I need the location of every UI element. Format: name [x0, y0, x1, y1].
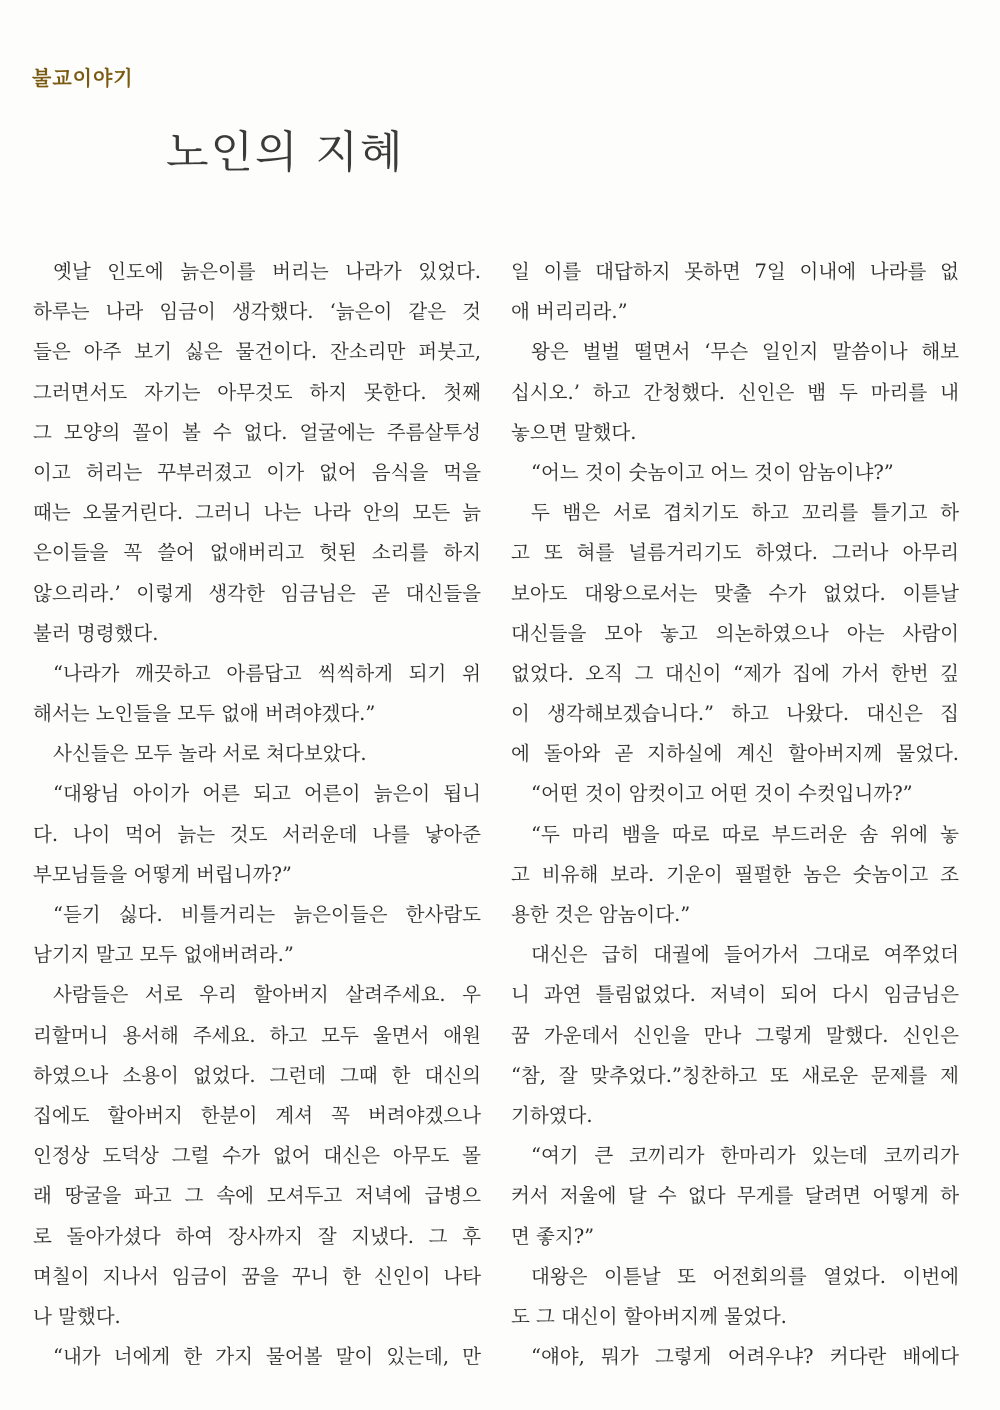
text-line: “대왕님 아이가 어른 되고 어른이 늙은이 됩니 — [53, 782, 481, 806]
text-line: 다. 나이 먹어 늙는 것도 서러운데 나를 낳아준 — [33, 822, 481, 846]
text-line: “여기 큰 코끼리가 한마리가 있는데 코끼리가 — [531, 1144, 959, 1168]
text-line: “얘야, 뭐가 그렇게 어려우냐? 커다란 배에다 — [531, 1345, 959, 1369]
text-line: 대신들을 모아 놓고 의논하였으나 아는 사람이 — [511, 621, 959, 645]
text-line: 않으리라.’ 이렇게 생각한 임금님은 곧 대신들을 — [33, 581, 481, 605]
text-line: 놓으면 말했다. — [511, 420, 637, 444]
text-line: 일 이를 대답하지 못하면 7일 이내에 나라를 없 — [511, 260, 959, 283]
text-line: “내가 너에게 한 가지 물어볼 말이 있는데, 만 — [53, 1345, 481, 1369]
text-line: 집에도 할아버지 한분이 계셔 꼭 버려야겠으나 — [33, 1103, 481, 1127]
article-title: 노인의 지혜 — [166, 127, 405, 178]
text-line: 이고 허리는 꾸부러졌고 이가 없어 음식을 먹을 — [33, 460, 481, 484]
text-line: 이 생각해보겠습니다.” 하고 나왔다. 대신은 집 — [511, 702, 959, 726]
text-line: 십시오.’ 하고 간청했다. 신인은 뱀 두 마리를 내 — [511, 380, 959, 404]
text-line: 애 버리리라.” — [511, 300, 628, 324]
text-line: 리할머니 용서해 주세요. 하고 모두 울면서 애원 — [33, 1023, 481, 1047]
text-line: 커서 저울에 달 수 없다 무게를 달려면 어떻게 하 — [511, 1184, 959, 1208]
text-line: 해서는 노인들을 모두 없애 버려야겠다.” — [33, 702, 376, 726]
text-line: 나 말했다. — [33, 1304, 121, 1328]
text-line: 며칠이 지나서 임금이 꿈을 꾸니 한 신인이 나타 — [33, 1264, 481, 1288]
text-line: 없었다. 오직 그 대신이 “제가 집에 가서 한번 깊 — [511, 661, 959, 685]
text-line: “어느 것이 숫놈이고 어느 것이 암놈이냐?” — [531, 460, 894, 484]
text-line: 니 과연 틀림없었다. 저녁이 되어 다시 임금님은 — [511, 983, 959, 1007]
text-line: 두 뱀은 서로 겹치기도 하고 꼬리를 틀기고 하 — [531, 501, 959, 525]
text-line: 도 그 대신이 할아버지께 물었다. — [511, 1304, 787, 1328]
text-line: 로 돌아가셨다 하여 장사까지 잘 지냈다. 그 후 — [33, 1224, 481, 1248]
text-line: 용한 것은 암놈이다.” — [511, 903, 691, 926]
text-line: 부모님들을 어떻게 버립니까?” — [33, 862, 292, 886]
text-line: 고 비유해 보라. 기운이 필펄한 놈은 숫놈이고 조 — [511, 862, 959, 886]
text-line: 하루는 나라 임금이 생각했다. ‘늙은이 같은 것 — [33, 300, 481, 324]
text-line: 그러면서도 자기는 아무것도 하지 못한다. 첫째 — [33, 380, 481, 404]
text-line: 남기지 말고 모두 없애버려라.” — [33, 943, 294, 967]
text-line: 사람들은 서로 우리 할아버지 살려주세요. 우 — [53, 983, 481, 1007]
text-line: 옛날 인도에 늙은이를 버리는 나라가 있었다. — [53, 260, 481, 283]
text-line: “듣기 싫다. 비틀거리는 늙은이들은 한사람도 — [53, 903, 481, 926]
text-line: 그 모양의 꼴이 볼 수 없다. 얼굴에는 주름살투성 — [33, 420, 481, 444]
left-column — [33, 252, 481, 1377]
right-column — [511, 252, 959, 1377]
text-line: 은이들을 꼭 쓸어 없애버리고 헛된 소리를 하지 — [33, 541, 481, 565]
text-line: “어떤 것이 암컷이고 어떤 것이 수컷입니까?” — [531, 782, 913, 806]
text-line: “두 마리 뱀을 따로 따로 부드러운 솜 위에 놓 — [531, 822, 959, 846]
text-line: 하였으나 소용이 없었다. 그런데 그때 한 대신의 — [33, 1063, 481, 1087]
text-line: 대왕은 이튿날 또 어전회의를 열었다. 이번에 — [531, 1264, 959, 1288]
text-line: 면 좋지?” — [511, 1224, 595, 1248]
text-line: 에 돌아와 곧 지하실에 계신 할아버지께 물었다. — [511, 742, 959, 766]
text-line: 래 땅굴을 파고 그 속에 모셔두고 저녁에 급병으 — [33, 1184, 481, 1208]
text-line: “참, 잘 맞추었다.”칭찬하고 또 새로운 문제를 제 — [511, 1063, 959, 1087]
section-label: 불교이야기 — [32, 66, 134, 90]
text-line: 불러 명령했다. — [33, 621, 159, 645]
text-line: 사신들은 모두 놀라 서로 쳐다보았다. — [53, 742, 367, 766]
text-line: 대신은 급히 대궐에 들어가서 그대로 여쭈었더 — [531, 943, 959, 967]
text-line: “나라가 깨끗하고 아름답고 씩씩하게 되기 위 — [53, 661, 481, 685]
text-line: 인정상 도덕상 그럴 수가 없어 대신은 아무도 몰 — [33, 1144, 481, 1168]
text-line: 고 또 혀를 널름거리기도 하였다. 그러나 아무리 — [511, 541, 959, 565]
text-line: 보아도 대왕으로서는 맞출 수가 없었다. 이튿날 — [511, 581, 959, 605]
text-line: 꿈 가운데서 신인을 만나 그렇게 말했다. 신인은 — [511, 1023, 959, 1047]
text-line: 왕은 벌벌 떨면서 ‘무슨 일인지 말씀이나 해보 — [531, 340, 959, 364]
text-line: 들은 아주 보기 싫은 물건이다. 잔소리만 퍼붓고, — [33, 340, 481, 364]
text-line: 기하였다. — [511, 1103, 593, 1127]
text-line: 때는 오물거린다. 그러니 나는 나라 안의 모든 늙 — [33, 501, 481, 525]
